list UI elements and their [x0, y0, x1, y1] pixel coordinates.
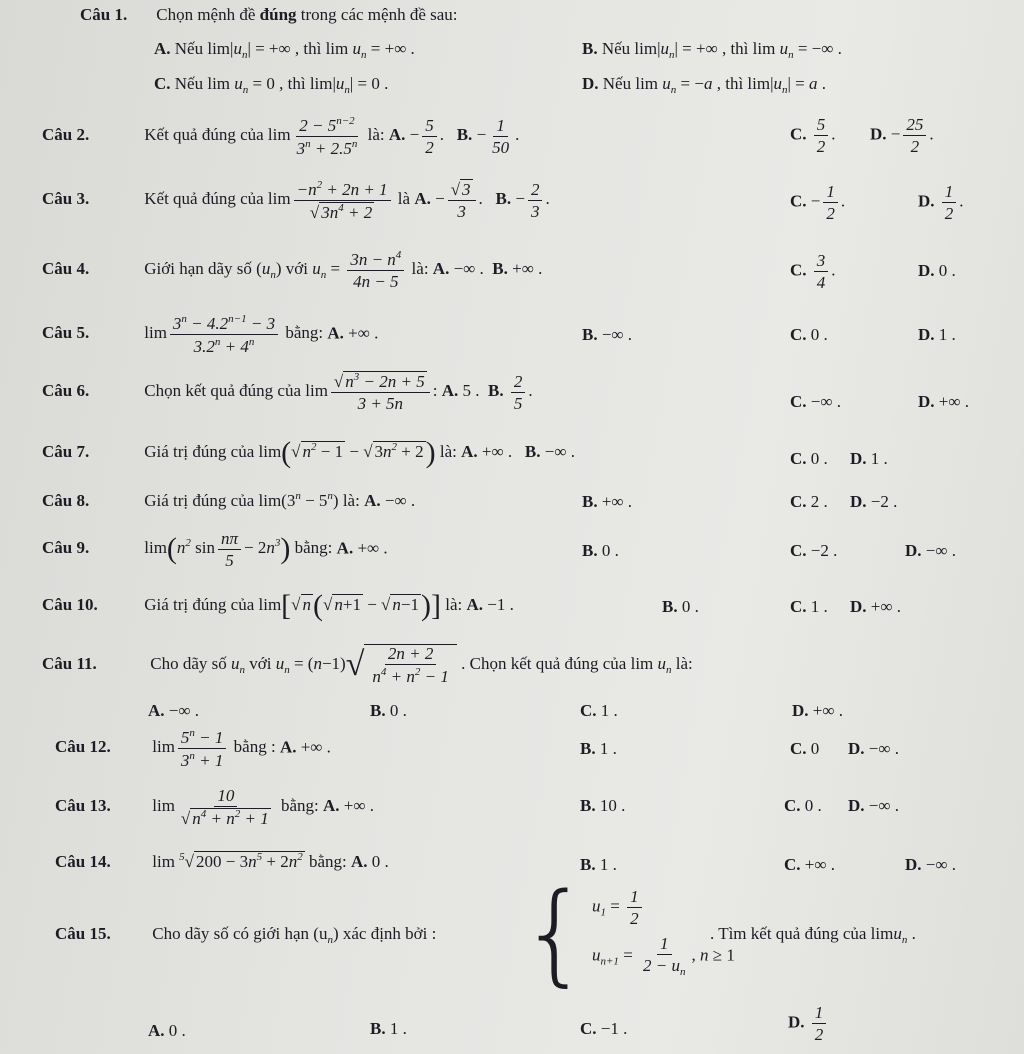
q11-option-c[interactable]: C. 1 .: [580, 701, 618, 720]
q15-system: [520, 868, 735, 998]
question-stem: lim $\frac{3^n - 4.2^{n-1} - 3}{3.2^n + 4^n}$ bằng:: [144, 313, 328, 356]
q8-option-b[interactable]: B. +∞ .: [582, 492, 633, 511]
question-8: [42, 491, 415, 509]
question-number: Câu 11.: [42, 653, 97, 673]
q5-option-d[interactable]: D. 1 .: [918, 325, 956, 344]
q9-option-c[interactable]: C. −2 .: [790, 541, 838, 560]
q14-option-d[interactable]: D. −∞ .: [905, 855, 956, 874]
question-13: [55, 787, 374, 827]
question-stem: Kết quả đúng của lim $\frac{-n^2 + 2n + 1}{√ 3n^4 + 2}$ là: [144, 179, 415, 222]
question-number: Câu 7.: [42, 441, 90, 461]
question-stem: lim $\frac{10}{√ n^4 + n^2 + 1}$ bằng:: [152, 786, 324, 828]
q9-option-a[interactable]: A. +∞ .: [336, 538, 388, 558]
q2-option-a[interactable]: A. − $\frac{5}{2}$ .: [388, 116, 444, 157]
q15-option-d[interactable]: D. $\frac{1}{2}$: [788, 1004, 829, 1043]
q3-option-b[interactable]: B. − $\frac{2}{3}$ .: [495, 180, 550, 221]
question-14: [55, 852, 389, 870]
q1-option-a[interactable]: A. Nếu $\lim|u_n|$ = +∞ , thì $\lim u_n$ = +∞ .: [154, 39, 415, 61]
brace-icon: {: [520, 869, 590, 997]
q14-option-b[interactable]: B. 1 .: [580, 855, 617, 874]
question-number: Câu 6.: [42, 380, 90, 400]
question-3: [42, 180, 550, 221]
q2-option-d[interactable]: D. − $\frac{25}{2}$ .: [870, 115, 934, 156]
question-number: Câu 2.: [42, 125, 90, 145]
question-number: Câu 13.: [55, 795, 111, 815]
q9-option-d[interactable]: D. −∞ .: [905, 541, 956, 560]
question-15: [55, 925, 436, 946]
q4-option-b[interactable]: B. +∞ .: [492, 258, 543, 278]
q15-tail: . Tìm kết quả đúng của limu$_n$ .: [710, 924, 916, 946]
q14-option-a[interactable]: A. 0 .: [350, 852, 389, 871]
q4-option-d[interactable]: D. 0 .: [918, 261, 956, 280]
q4-option-a[interactable]: A. −∞ .: [432, 258, 484, 278]
question-2: [42, 116, 519, 157]
q14-option-c[interactable]: C. +∞ .: [784, 855, 835, 874]
q2-option-c[interactable]: C. $\frac{5}{2}$ .: [790, 115, 836, 156]
q8-option-d[interactable]: D. −2 .: [850, 492, 898, 511]
question-stem: lim $^5$√ $200 - 3n^5 + 2n^2$ bằng:: [152, 851, 351, 871]
question-stem: $\lim(n^2$ sin $\frac{n\pi}{5}$ − $2n^3$) bằng:: [144, 529, 337, 570]
question-number: Câu 12.: [55, 737, 111, 757]
q3-option-d[interactable]: D. $\frac{1}{2}$ .: [918, 182, 964, 223]
question-number: Câu 14.: [55, 852, 111, 871]
question-number: Câu 8.: [42, 491, 90, 510]
question-5: [42, 314, 378, 355]
q7-option-d[interactable]: D. 1 .: [850, 449, 888, 468]
q13-option-c[interactable]: C. 0 .: [784, 796, 822, 815]
q5-option-a[interactable]: A. +∞ .: [327, 323, 379, 343]
question-stem: Cho dãy số $u_n$ với $u_n = (n-1)√$ $\frac{2n + 2}{n^4 + n^2 - 1}$ . Chọn kết quả đúng của $\lim u_n$ là:: [150, 644, 693, 686]
q10-option-b[interactable]: B. 0 .: [662, 597, 699, 616]
question-number: Câu 10.: [42, 594, 98, 614]
question-4: [42, 250, 542, 290]
q10-option-a[interactable]: A. −1 .: [466, 594, 514, 614]
q4-option-c[interactable]: C. $\frac{3}{4}$ .: [790, 251, 836, 292]
question-number: Câu 3.: [42, 189, 90, 209]
question-number: Câu 1.: [80, 5, 128, 24]
q1-option-b[interactable]: B. Nếu $\lim|u_n|$ = +∞ , thì $\lim u_n$ = −∞ .: [582, 39, 842, 61]
q3-option-c[interactable]: C. − $\frac{1}{2}$ .: [790, 182, 846, 223]
question-stem: Chọn mệnh đề đúng trong các mệnh đề sau:: [156, 5, 458, 24]
question-12: [55, 728, 331, 769]
question-9: [42, 530, 388, 569]
q5-option-b[interactable]: B. −∞ .: [582, 325, 633, 344]
question-stem: Giá trị đúng của lim[√ n(√ n+1 − √ n−1)] là:: [144, 589, 467, 622]
q10-option-c[interactable]: C. 1 .: [790, 597, 828, 616]
q10-option-d[interactable]: D. +∞ .: [850, 597, 901, 616]
question-stem: Kết quả đúng của lim $\frac{2 - 5^{n-2}}{3^n + 2.5^n}$ là:: [144, 115, 389, 158]
q15-option-c[interactable]: C. −1 .: [580, 1019, 628, 1038]
question-1: [80, 6, 458, 23]
q6-option-c[interactable]: C. −∞ .: [790, 392, 841, 411]
question-number: Câu 5.: [42, 323, 90, 343]
q11-option-b[interactable]: B. 0 .: [370, 701, 407, 720]
q2-option-b[interactable]: B. − $\frac{1}{50}$ .: [456, 116, 520, 157]
q7-option-a[interactable]: A. +∞ .: [461, 441, 513, 461]
q12-option-b[interactable]: B. 1 .: [580, 739, 617, 758]
q8-option-a[interactable]: A. −∞ .: [364, 491, 416, 510]
question-stem: Cho dãy số có giới hạn $(u_n)$ xác định bởi :: [152, 924, 437, 946]
q12-option-c[interactable]: C. 0: [790, 739, 820, 758]
q15-option-b[interactable]: B. 1 .: [370, 1019, 407, 1038]
q11-option-d[interactable]: D. +∞ .: [792, 701, 843, 720]
q13-option-a[interactable]: A. +∞ .: [323, 795, 375, 815]
question-stem: Chọn kết quả đúng của lim $\frac{√ n^3 - 2n + 5}{3 + 5n}$ :: [144, 371, 442, 413]
question-11: [42, 644, 693, 685]
q15-option-a[interactable]: A. 0 .: [148, 1021, 186, 1040]
q7-option-b[interactable]: B. −∞ .: [524, 441, 575, 461]
question-number: Câu 4.: [42, 258, 90, 278]
q13-option-b[interactable]: B. 10 .: [580, 796, 626, 815]
question-stem: Giá trị đúng của $\lim(3^n - 5^n)$ là:: [144, 490, 365, 510]
question-7: [42, 436, 575, 469]
q7-option-c[interactable]: C. 0 .: [790, 449, 828, 468]
q3-option-a[interactable]: A. − $\frac{√ 3}{3}$ .: [414, 180, 483, 221]
q1-option-c[interactable]: C. Nếu $\lim u_n = 0$ , thì $\lim|u_n| = 0$ .: [154, 74, 389, 96]
question-stem: Giá trị đúng của lim(√ $n^2 - 1$ − √ $3n^2 + 2$) là:: [144, 436, 462, 469]
q5-option-c[interactable]: C. 0 .: [790, 325, 828, 344]
q1-option-d[interactable]: D. Nếu $\lim u_n = -a$ , thì $\lim|u_n| = a$ .: [582, 74, 826, 96]
question-stem: lim $\frac{5^n - 1}{3^n + 1}$ bằng :: [152, 727, 280, 770]
question-number: Câu 15.: [55, 924, 111, 943]
q8-option-c[interactable]: C. 2 .: [790, 492, 828, 511]
q15-recurrence: $u_{n+1}$ = $\frac{1}{2 - u_n}$ , n ≥ 1: [592, 934, 735, 978]
question-number: Câu 9.: [42, 538, 90, 558]
q13-option-d[interactable]: D. −∞ .: [848, 796, 899, 815]
question-6: [42, 372, 533, 412]
q6-option-b[interactable]: B. $\frac{2}{5}$ .: [487, 371, 533, 413]
question-stem: Giới hạn dãy số $(u_n)$ với $u_n$ = $\frac{3n - n^4}{4n - 5}$ là:: [144, 249, 433, 291]
q9-option-b[interactable]: B. 0 .: [582, 541, 619, 560]
q12-option-a[interactable]: A. +∞ .: [279, 737, 331, 757]
q6-option-d[interactable]: D. +∞ .: [918, 392, 969, 411]
q11-option-a[interactable]: A. −∞ .: [148, 701, 199, 720]
question-10: [42, 589, 514, 622]
q15-init: $u_1$ = $\frac{1}{2}$: [592, 888, 735, 927]
q12-option-d[interactable]: D. −∞ .: [848, 739, 899, 758]
q6-option-a[interactable]: A. 5 .: [441, 380, 480, 400]
